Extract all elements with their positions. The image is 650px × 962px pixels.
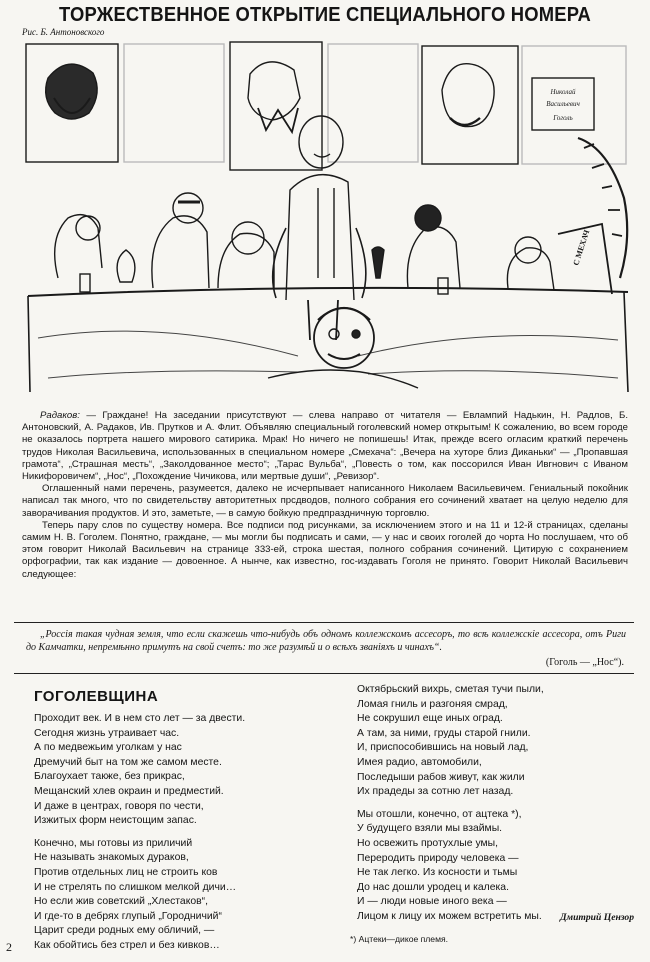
illustration-credit: Рис. Б. Антоновского [22, 27, 105, 37]
verse-line: Не сокрушил еще иных оград. [357, 713, 503, 725]
verse-line: Ломая гниль и разгоняя смрад, [357, 698, 508, 710]
figure-antonovsky [218, 233, 274, 288]
verse-line: Сегодня жизнь утраивает час. [34, 727, 180, 739]
poem-left-column [34, 712, 334, 954]
plaque-line-2: Васильевич [546, 100, 580, 108]
paragraph-2: Оглашенный нами перечень, разумеется, далеко не исчерпывает написанного Николаем Васильевичем. Гениальный покойник написал так много, что по свидетельству авторитетных прсдводов, полного собрания его сочинений хватает на целую неделю для заворачивания продуктов. И это, заметьте, — в самую бойкую предпраздничную торговлю. [22, 483, 628, 519]
verse-line: Конечно, мы готовы из приличий [34, 837, 193, 849]
verse-line: Но освежить протухлые умы, [357, 837, 499, 849]
figure-radakov [286, 175, 354, 300]
verse-line: Не называть знакомых дураков, [34, 852, 189, 864]
paragraph-1-text: — Граждане! На заседании присутствуют — слева направо от читателя — Евлампий Надькин, Н. Радлов, Б. Антоновский, А. Радаков, Ив. Прутков и А. Флит. Объявляю специальный гоголевский номер открытым! К сожалению, во всем городе не оказалось портрета нашего мирового сатирика. Мрак! Но ничего не попишешь! Итак, прежде всего огласим краткий перечень трудов Николая Васильевича, использованных в специальном номере „Смехача“: „Вечера на хуторе близ Диканьки“ — „Пропавшая грамота“, „Страшная месть“, „Заколдованное место“; „Тарас Вульба“, „Повесть о том, как поссорился Иван Ивгнович с Иваном Никифоровичем“, „Нос“, „Похождение Чичикова, или мертвые души“, „Ревизор“. [22, 410, 628, 483]
poem-right-column [357, 683, 637, 925]
verse-line: Мещанский хлев окраин и предместий. [34, 785, 224, 797]
portrait-frame-center [230, 42, 322, 170]
gogol-quote-text: „Россія такая чудная земля, что если скажешь что-нибудь объ одномъ коллежскомъ ассесоръ, то всѣ коллежскiе ассесора, отъ Риги до Камчатки, непремѣнно примутъ на свой счетъ: то же разумѣй и о всѣхъ званiяхъ и чинахъ“. [26, 629, 626, 653]
figure-flit [507, 248, 554, 290]
verse-line: Лицом к лицу их можем встретить мы. [357, 910, 542, 922]
verse-line: И — люди новые иного века — [357, 896, 507, 908]
poem-author-signature: Дмитрий Цензор [559, 912, 634, 923]
cartoon-illustration [18, 38, 634, 406]
verse-line: Как обойтись без стрел и без кивков… [34, 939, 220, 951]
verse-line: У будущего взяли мы взаймы. [357, 823, 503, 835]
verse-line: Проходит век. И в нем сто лет — за двести. [34, 713, 246, 724]
verse-line: Не так легко. Из косности и тьмы [357, 867, 518, 879]
figure-radlov [152, 216, 209, 288]
verse-line: Царит среди родных ему обличий, — [34, 925, 215, 937]
wreath [578, 138, 627, 278]
gogol-quote-box [14, 622, 634, 674]
figure-prutkov [407, 227, 460, 288]
verse-line: Последыши рабов живут, как жили [357, 771, 525, 783]
page-number: 2 [6, 940, 12, 954]
verse-line: Против отдельных лиц не строить ков [34, 866, 218, 878]
poem-title: ГОГОЛЕВЩИНА [34, 688, 159, 705]
editorial-text [22, 410, 628, 581]
paragraph-3: Теперь пару слов по существу номера. Все подписи под рисунками, за исключением этого и на 11 и 12-й страницах, сделаны самим Н. В. Гоголем. Понятно, граждане, — мы могли бы подписать и сами, — у нас и своих гоголей до чорта Но послушаем, что об этом говорит Николай Васильевич на странице 333-ей, строка шестая, полного собрания сочинений. Цитирую с сохранением орфографии, так как издание — довоенное. А нынче, как известно, гос-издавать Гоголя не принято. Говорит Николай Васильевич следующее: [22, 519, 628, 580]
paragraph-1 [22, 410, 628, 483]
verse-line: Но если жив советский „Хлестаков“, [34, 896, 209, 908]
ribbon-text: С МЕХАЧ [571, 228, 592, 267]
verse-line: А там, за ними, груды старой гнили. [357, 727, 531, 739]
page-title: ТОРЖЕСТВЕННОЕ ОТКРЫТИЕ СПЕЦИАЛЬНОГО НОМЕРА [58, 4, 592, 26]
verse-line: Дремучий быт на том же самом месте. [34, 756, 222, 768]
gogol-quote-source: (Гоголь — „Нос“). [545, 657, 624, 668]
verse-line: И где-то в дебрях глупый „Городничий“ [34, 910, 222, 922]
verse-line: Благоухает также, без прикрас, [34, 771, 185, 783]
plaque-line-1: Николай [550, 88, 576, 96]
verse-line: Мы отошли, конечно, от ацтека *), [357, 808, 522, 820]
verse-line: Переродить природу человека — [357, 852, 519, 864]
verse-line: Их прадеды за сотню лет назад. [357, 786, 514, 798]
verse-line: До нас дошли уродец и калека. [357, 881, 509, 893]
plaque-line-3: Гоголь [553, 114, 573, 122]
verse-line: И даже в центрах, говоря по чести, [34, 800, 204, 812]
footnote: *) Ацтеки—дикое племя. [350, 934, 449, 944]
verse-line: Имея радио, автомобили, [357, 756, 482, 768]
verse-line: И, приспособившись на новый лад, [357, 742, 529, 754]
figure-nadkin [55, 215, 102, 278]
speaker-name: Радаков: [40, 410, 80, 421]
verse-line: И не стрелять по слишком мелкой дичи… [34, 881, 237, 893]
table-edge [28, 288, 628, 296]
verse-line: Изжитых форм неистощим запас. [34, 815, 197, 827]
verse-line: А по медвежьим уголкам у нас [34, 742, 182, 754]
verse-line: Октябрьский вихрь, сметая тучи пыли, [357, 684, 544, 695]
